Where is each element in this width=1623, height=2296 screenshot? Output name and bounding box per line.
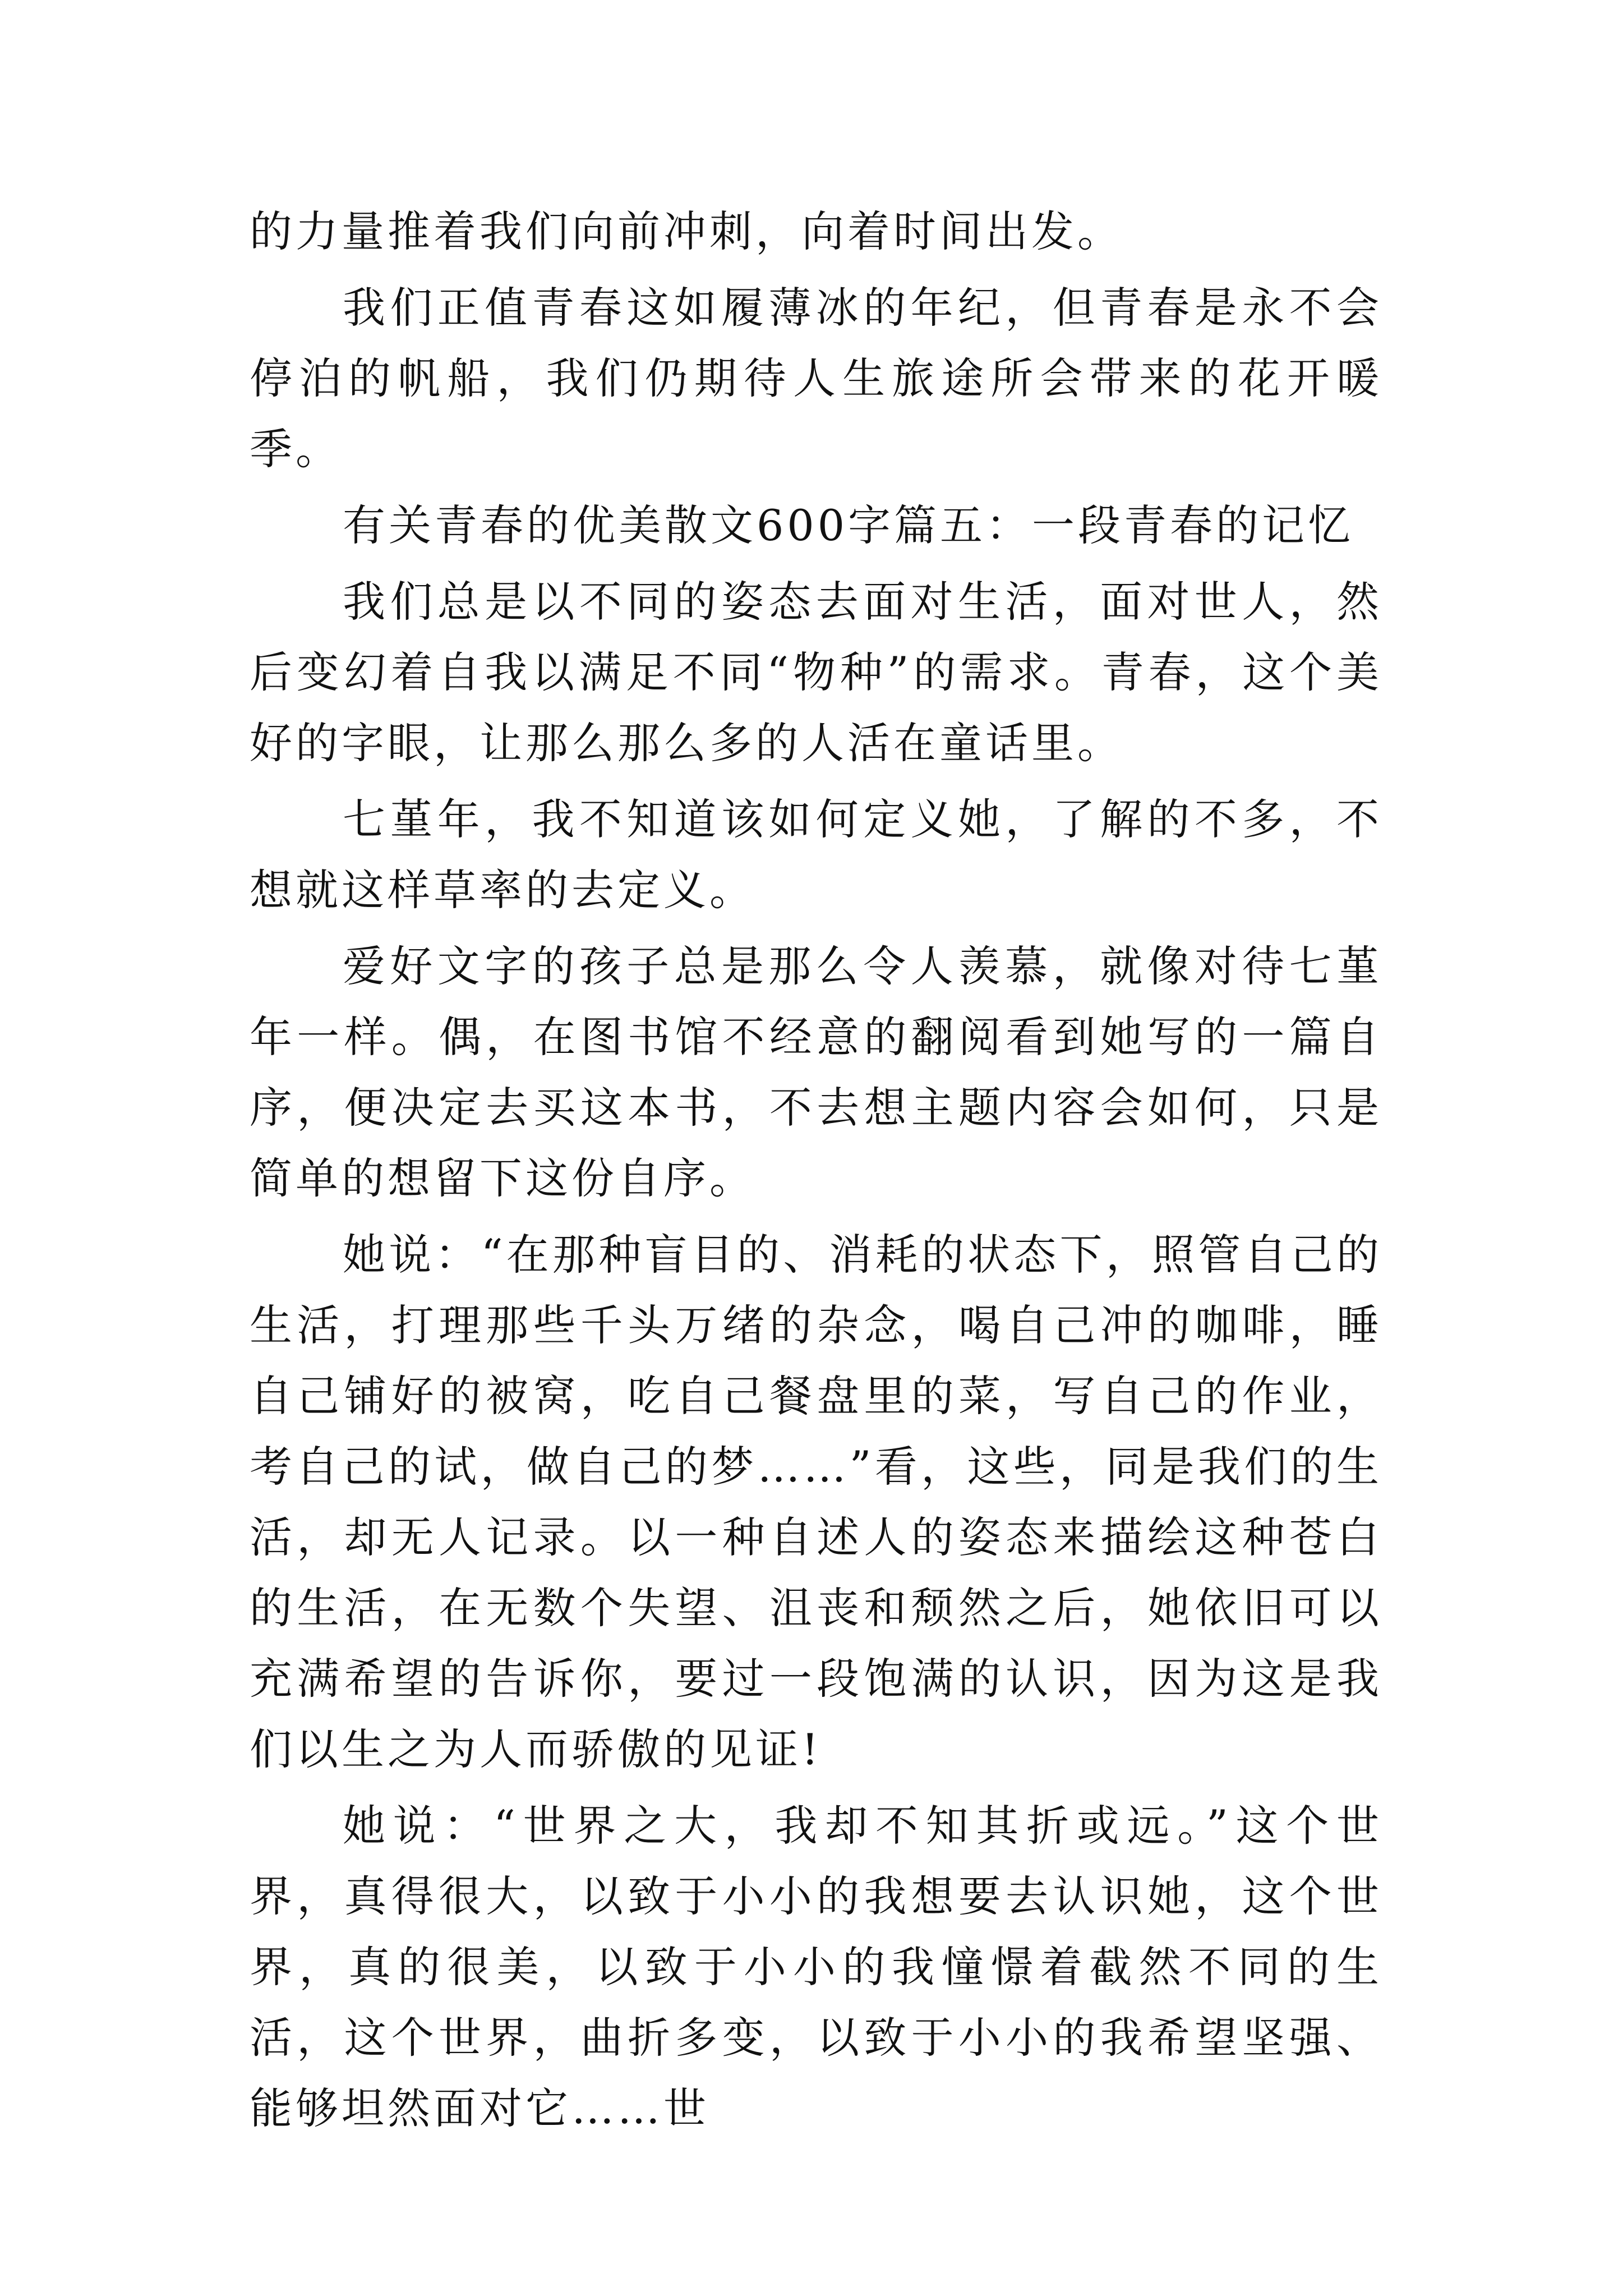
paragraph-4: 我们总是以不同的姿态去面对生活，面对世人，然后变幻着自我以满足不同“物种”的需求。青春，这个美好的字眼，让那么那么多的人活在童话里。 [250, 577, 1382, 768]
document-body [250, 196, 1382, 2150]
paragraph-7: 她说：“在那种盲目的、消耗的状态下，照管自己的生活，打理那些千头万绪的杂念，喝自己冲的咖啡，睡自己铺好的被窝，吃自己餐盘里的菜，写自己的作业，考自己的试，做自己的梦……”看，这些，同是我们的生活，却无人记录。以一种自述人的姿态来描绘这种苍白的生活，在无数个失望、沮丧和颓然之后，她依旧可以充满希望的告诉你，要过一段饱满的认识，因为这是我们以生之为人而骄傲的见证! [250, 1230, 1382, 1774]
paragraph-6: 爱好文字的孩子总是那么令人羡慕，就像对待七堇年一样。偶，在图书馆不经意的翻阅看到她写的一篇自序，便决定去买这本书，不去想主题内容会如何，只是简单的想留下这份自序。 [250, 941, 1382, 1203]
paragraph-8: 她说：“世界之大，我却不知其折或远。”这个世界，真得很大，以致于小小的我想要去认识她，这个世界，真的很美，以致于小小的我憧憬着截然不同的生活，这个世界，曲折多变，以致于小小的我希望坚强、能够坦然面对它……世 [250, 1801, 1382, 2133]
paragraph-2: 我们正值青春这如履薄冰的年纪，但青春是永不会停泊的帆船，我们仍期待人生旅途所会带来的花开暖季。 [250, 283, 1382, 474]
paragraph-1: 的力量推着我们向前冲刺，向着时间出发。 [250, 206, 1123, 256]
section-heading: 有关青春的优美散文600字篇五：一段青春的记忆 [343, 500, 1354, 550]
paragraph-5: 七堇年，我不知道该如何定义她，了解的不多，不想就这样草率的去定义。 [250, 794, 1382, 915]
